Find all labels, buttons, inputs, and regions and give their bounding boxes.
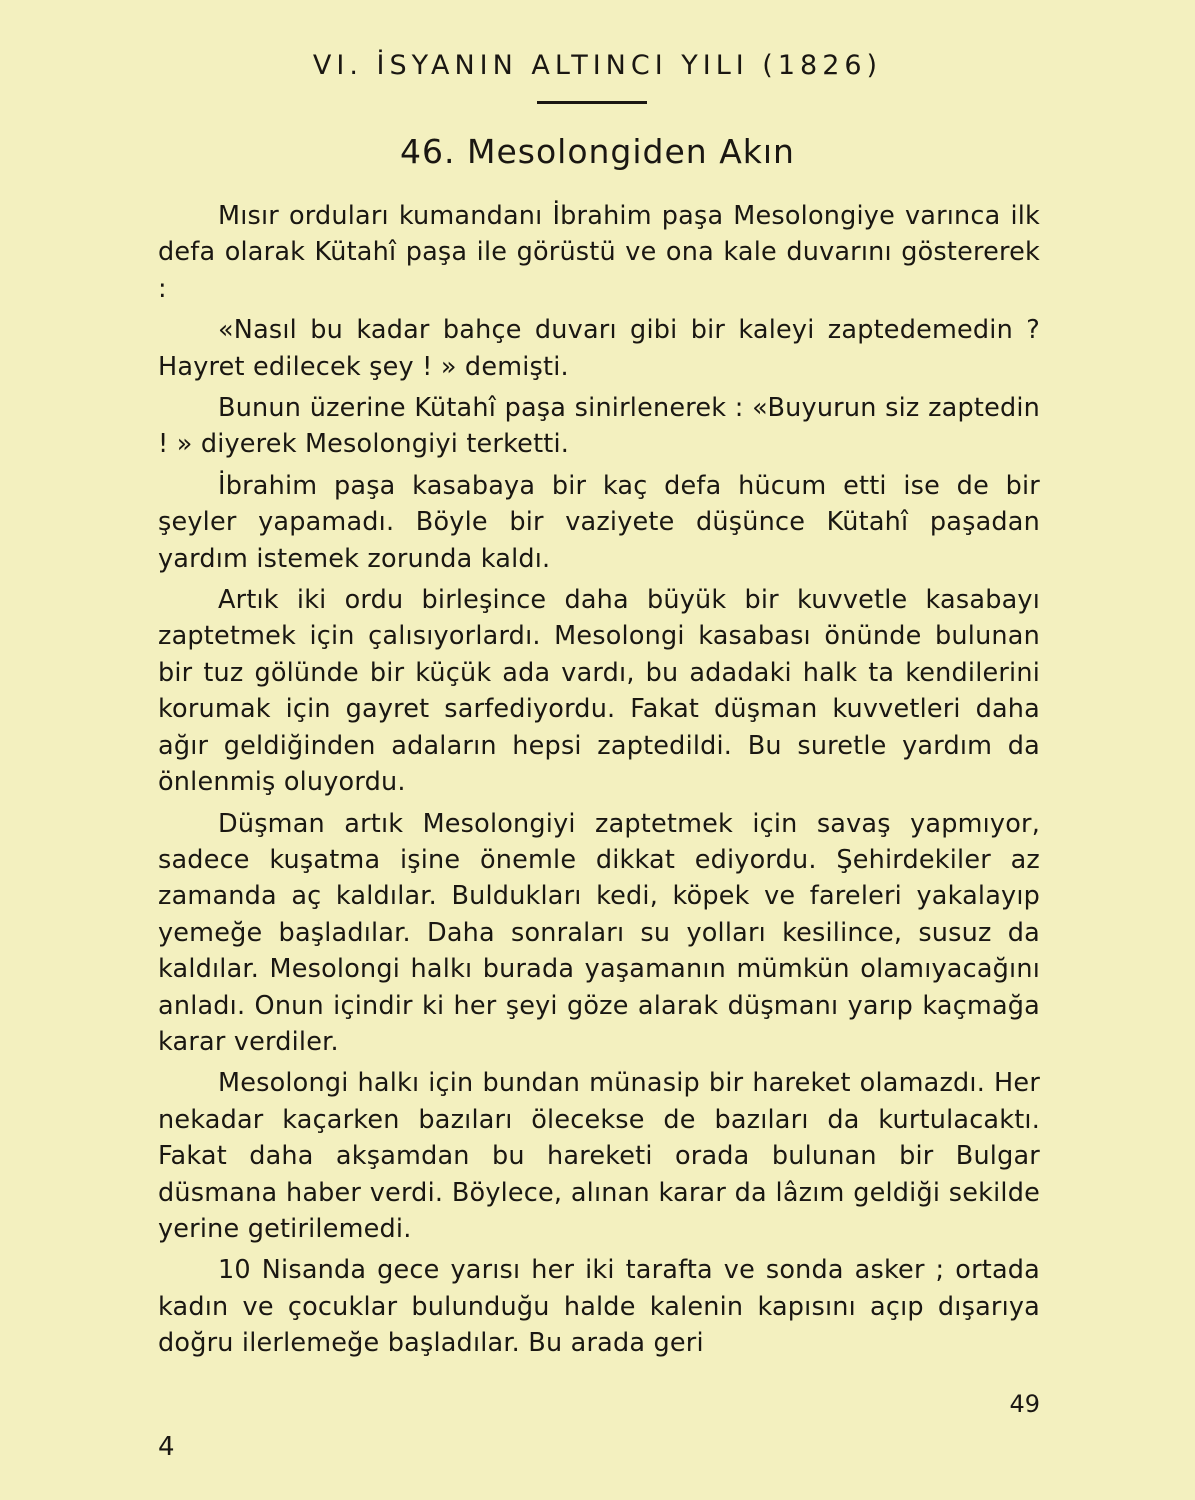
body-text [158, 198, 1040, 1367]
paragraph: Bunun üzerine Kütahî paşa sinirlenerek : «Buyurun siz zaptedin ! » diyerek Mesolongiyi terketti. [158, 393, 1040, 460]
paragraph: İbrahim paşa kasabaya bir kaç defa hücum etti ise de bir şeyler yapamadı. Böyle bir vaziyete düşünce Kütahî paşadan yardım istemek zorunda kaldı. [158, 470, 1040, 574]
paragraph: Düşman artık Mesolongiyi zaptetmek için savaş yapmıyor, sadece kuşatma işine önemle dikkat ediyordu. Şehirdekiler az zamanda aç kaldılar. Buldukları kedi, köpek ve fareleri yakalayıp yemeğe başladılar. Daha sonraları su yolları kesilince, susuz da kaldılar. Mesolongi halkı burada yaşamanın mümkün olamıyacağını anladı. Onun içindir ki her şeyi göze alarak düşmanı yarıp kaçmağa karar verdiler. [158, 808, 1040, 1057]
paragraph: Mesolongi halkı için bundan münasip bir hareket olamazdı. Her nekadar kaçarken bazıları ölecekse de bazıları da kurtulacaktı. Fakat daha akşamdan bu hareketi orada bulunan bir Bulgar düsmana haber verdi. Böylece, alınan karar da lâzım geldiği sekilde yerine getirilemedi. [158, 1068, 1040, 1244]
signature-mark: 4 [158, 1432, 175, 1462]
title-divider [537, 101, 647, 104]
paragraph: Artık iki ordu birleşince daha büyük bir kuvvetle kasabayı zaptetmek için çalısıyorlardı. Mesolongi kasabası önünde bulunan bir tuz gölünde bir küçük ada vardı, bu adadaki halk ta kendilerini korumak için gayret sarfediyordu. Fakat düşman kuvvetleri daha ağır geldiğinden adaların hepsi zaptedildi. Bu suretle yardım da önlenmiş oluyordu. [158, 585, 1040, 798]
paragraph: Mısır orduları kumandanı İbrahim paşa Mesolongiye varınca ilk defa olarak Kütahî paşa ile görüstü ve ona kale duvarını göstererek : [158, 201, 1040, 304]
section-title: 46. Mesolongiden Akın [400, 132, 795, 171]
paragraph: 10 Nisanda gece yarısı her iki tarafta ve sonda asker ; ortada kadın ve çocuklar bulunduğu halde kalenin kapısını açıp dışarıya doğru ilerlemeğe başladılar. Bu arada geri [158, 1255, 1040, 1359]
page-number: 49 [1009, 1390, 1040, 1418]
paragraph: «Nasıl bu kadar bahçe duvarı gibi bir kaleyi zaptedemedin ? Hayret edilecek şey ! » demişti. [158, 315, 1040, 382]
chapter-title: VI. İSYANIN ALTINCI YILI (1826) [312, 50, 883, 81]
